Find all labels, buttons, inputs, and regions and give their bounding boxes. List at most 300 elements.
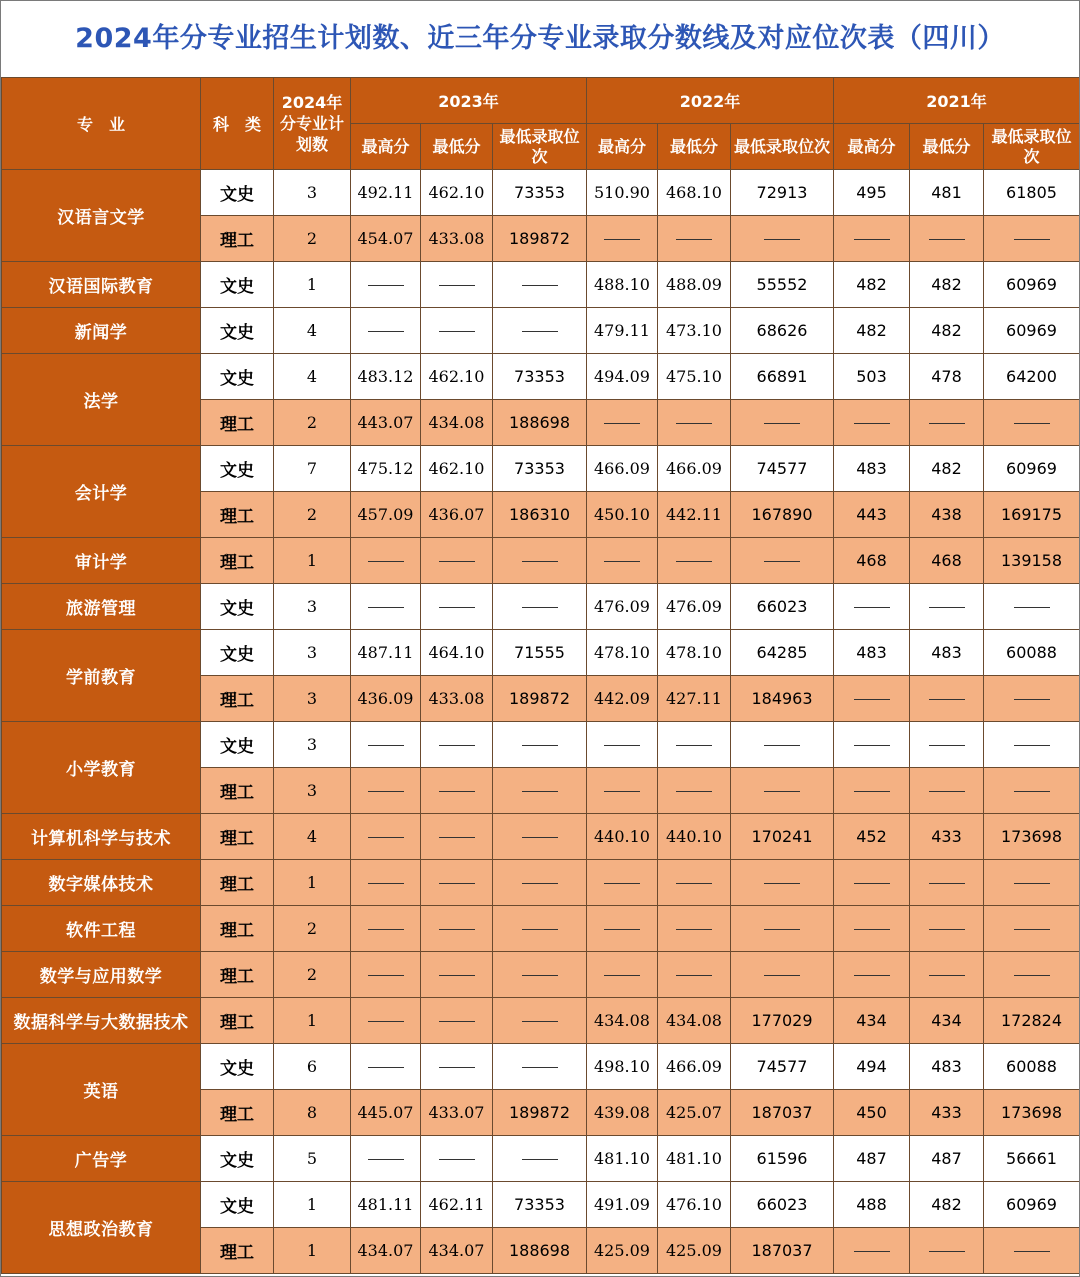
score-2023-max-cell xyxy=(351,814,421,860)
score-2022-rank-cell: 74577 xyxy=(731,446,834,492)
score-2023-rank-cell: 188698 xyxy=(493,1228,587,1274)
score-2023-rank-cell: 73353 xyxy=(493,1182,587,1228)
no-data-dash xyxy=(929,607,965,608)
score-2022-min-cell: 466.09 xyxy=(658,1044,731,1090)
no-data-dash xyxy=(522,975,558,976)
score-2021-max-cell xyxy=(834,400,910,446)
plan-count-cell: 2 xyxy=(274,216,351,262)
header-major: 专 业 xyxy=(2,78,201,170)
score-2021-rank-cell: 60969 xyxy=(984,262,1080,308)
score-2021-rank-cell: 172824 xyxy=(984,998,1080,1044)
score-2022-max-cell xyxy=(587,906,658,952)
score-2021-max-cell xyxy=(834,768,910,814)
header-year-2022: 2022年 xyxy=(587,78,834,124)
header-year-2023: 2023年 xyxy=(351,78,587,124)
table-row xyxy=(2,814,1080,860)
score-2021-rank-cell: 169175 xyxy=(984,492,1080,538)
table-header xyxy=(2,78,1080,170)
score-2023-min-cell xyxy=(421,906,493,952)
no-data-dash xyxy=(522,791,558,792)
score-2022-rank-cell xyxy=(731,952,834,998)
score-2023-min-cell xyxy=(421,860,493,906)
header-min-score: 最低分 xyxy=(910,124,984,170)
no-data-dash xyxy=(439,1021,475,1022)
plan-count-cell: 6 xyxy=(274,1044,351,1090)
score-2021-max-cell: 494 xyxy=(834,1044,910,1090)
score-2022-max-cell: 479.11 xyxy=(587,308,658,354)
no-data-dash xyxy=(522,607,558,608)
score-2022-rank-cell: 167890 xyxy=(731,492,834,538)
score-2021-max-cell: 495 xyxy=(834,170,910,216)
header-min-score: 最低分 xyxy=(658,124,731,170)
no-data-dash xyxy=(604,423,640,424)
plan-count-cell: 1 xyxy=(274,262,351,308)
table-row xyxy=(2,308,1080,354)
score-2022-max-cell: 450.10 xyxy=(587,492,658,538)
score-2021-min-cell: 482 xyxy=(910,1182,984,1228)
score-2021-min-cell: 487 xyxy=(910,1136,984,1182)
no-data-dash xyxy=(522,285,558,286)
major-name-cell: 审计学 xyxy=(2,538,201,584)
no-data-dash xyxy=(676,423,712,424)
header-min-score: 最低分 xyxy=(421,124,493,170)
major-name-cell: 软件工程 xyxy=(2,906,201,952)
plan-count-cell: 5 xyxy=(274,1136,351,1182)
score-2022-max-cell: 478.10 xyxy=(587,630,658,676)
no-data-dash xyxy=(764,791,800,792)
no-data-dash xyxy=(368,1159,404,1160)
score-2023-rank-cell: 73353 xyxy=(493,170,587,216)
score-2023-rank-cell: 73353 xyxy=(493,354,587,400)
no-data-dash xyxy=(439,1067,475,1068)
plan-count-cell: 1 xyxy=(274,538,351,584)
score-2021-rank-cell: 173698 xyxy=(984,814,1080,860)
score-2021-rank-cell xyxy=(984,722,1080,768)
score-2022-min-cell xyxy=(658,952,731,998)
no-data-dash xyxy=(764,423,800,424)
score-2023-rank-cell: 73353 xyxy=(493,446,587,492)
no-data-dash xyxy=(929,1251,965,1252)
no-data-dash xyxy=(1014,791,1050,792)
table-row xyxy=(2,722,1080,768)
score-2022-min-cell: 475.10 xyxy=(658,354,731,400)
no-data-dash xyxy=(439,745,475,746)
plan-count-cell: 3 xyxy=(274,584,351,630)
score-2022-rank-cell: 187037 xyxy=(731,1090,834,1136)
score-2022-max-cell: 488.10 xyxy=(587,262,658,308)
subject-kind-cell: 文史 xyxy=(201,308,274,354)
score-2023-max-cell: 487.11 xyxy=(351,630,421,676)
table-row xyxy=(2,354,1080,400)
score-2022-min-cell: 488.09 xyxy=(658,262,731,308)
score-2023-max-cell xyxy=(351,584,421,630)
no-data-dash xyxy=(764,561,800,562)
major-name-cell: 会计学 xyxy=(2,446,201,538)
score-2022-min-cell xyxy=(658,768,731,814)
subject-kind-cell: 理工 xyxy=(201,998,274,1044)
score-2023-max-cell xyxy=(351,722,421,768)
table-row xyxy=(2,1182,1080,1228)
score-2022-max-cell: 494.09 xyxy=(587,354,658,400)
score-2022-min-cell: 425.09 xyxy=(658,1228,731,1274)
subject-kind-cell: 文史 xyxy=(201,354,274,400)
score-2022-max-cell: 491.09 xyxy=(587,1182,658,1228)
score-2023-max-cell xyxy=(351,860,421,906)
score-2021-min-cell xyxy=(910,860,984,906)
no-data-dash xyxy=(368,331,404,332)
no-data-dash xyxy=(439,883,475,884)
no-data-dash xyxy=(929,423,965,424)
subject-kind-cell: 理工 xyxy=(201,400,274,446)
score-2021-max-cell xyxy=(834,584,910,630)
score-2022-min-cell xyxy=(658,906,731,952)
plan-count-cell: 2 xyxy=(274,492,351,538)
no-data-dash xyxy=(439,837,475,838)
score-2022-rank-cell: 68626 xyxy=(731,308,834,354)
score-2021-rank-cell: 64200 xyxy=(984,354,1080,400)
no-data-dash xyxy=(368,561,404,562)
subject-kind-cell: 理工 xyxy=(201,216,274,262)
no-data-dash xyxy=(368,745,404,746)
subject-kind-cell: 理工 xyxy=(201,860,274,906)
no-data-dash xyxy=(854,975,890,976)
table-row xyxy=(2,538,1080,584)
no-data-dash xyxy=(854,607,890,608)
no-data-dash xyxy=(368,1067,404,1068)
score-2022-max-cell: 481.10 xyxy=(587,1136,658,1182)
no-data-dash xyxy=(604,929,640,930)
header-year-2021: 2021年 xyxy=(834,78,1080,124)
score-2023-min-cell: 434.07 xyxy=(421,1228,493,1274)
score-2021-max-cell: 468 xyxy=(834,538,910,584)
score-2021-max-cell: 488 xyxy=(834,1182,910,1228)
table-row xyxy=(2,906,1080,952)
score-2022-rank-cell: 61596 xyxy=(731,1136,834,1182)
no-data-dash xyxy=(676,883,712,884)
score-2021-rank-cell: 173698 xyxy=(984,1090,1080,1136)
score-2022-rank-cell xyxy=(731,906,834,952)
major-name-cell: 小学教育 xyxy=(2,722,201,814)
score-2021-rank-cell: 60969 xyxy=(984,308,1080,354)
score-2023-rank-cell xyxy=(493,860,587,906)
score-2021-min-cell: 482 xyxy=(910,446,984,492)
score-2022-min-cell xyxy=(658,860,731,906)
no-data-dash xyxy=(676,929,712,930)
table-row xyxy=(2,998,1080,1044)
no-data-dash xyxy=(1014,607,1050,608)
no-data-dash xyxy=(439,607,475,608)
score-2022-min-cell xyxy=(658,216,731,262)
score-2021-min-cell: 482 xyxy=(910,262,984,308)
score-2021-rank-cell: 61805 xyxy=(984,170,1080,216)
score-2021-rank-cell xyxy=(984,400,1080,446)
score-2022-max-cell: 425.09 xyxy=(587,1228,658,1274)
table-row xyxy=(2,952,1080,998)
score-2023-max-cell: 434.07 xyxy=(351,1228,421,1274)
score-2022-rank-cell xyxy=(731,216,834,262)
score-2023-rank-cell: 71555 xyxy=(493,630,587,676)
score-2023-min-cell xyxy=(421,814,493,860)
score-2021-max-cell: 503 xyxy=(834,354,910,400)
score-2023-max-cell: 492.11 xyxy=(351,170,421,216)
score-2022-rank-cell xyxy=(731,722,834,768)
subject-kind-cell: 理工 xyxy=(201,1228,274,1274)
score-2021-max-cell: 482 xyxy=(834,308,910,354)
score-2021-max-cell xyxy=(834,216,910,262)
score-2023-max-cell xyxy=(351,768,421,814)
header-min-rank: 最低录取位次 xyxy=(731,124,834,170)
score-2021-rank-cell xyxy=(984,1228,1080,1274)
header-min-rank: 最低录取位次 xyxy=(984,124,1080,170)
score-2021-rank-cell: 60088 xyxy=(984,1044,1080,1090)
score-2022-rank-cell xyxy=(731,768,834,814)
no-data-dash xyxy=(1014,699,1050,700)
subject-kind-cell: 文史 xyxy=(201,630,274,676)
score-2021-max-cell xyxy=(834,722,910,768)
score-2023-rank-cell xyxy=(493,952,587,998)
score-2023-rank-cell: 189872 xyxy=(493,1090,587,1136)
score-2021-min-cell: 478 xyxy=(910,354,984,400)
score-2021-max-cell: 483 xyxy=(834,630,910,676)
score-2023-rank-cell xyxy=(493,584,587,630)
score-2022-min-cell: 427.11 xyxy=(658,676,731,722)
major-name-cell: 数学与应用数学 xyxy=(2,952,201,998)
score-2022-max-cell: 440.10 xyxy=(587,814,658,860)
major-name-cell: 数字媒体技术 xyxy=(2,860,201,906)
no-data-dash xyxy=(368,837,404,838)
score-2022-min-cell: 476.09 xyxy=(658,584,731,630)
plan-count-cell: 4 xyxy=(274,308,351,354)
major-name-cell: 思想政治教育 xyxy=(2,1182,201,1274)
score-2023-min-cell: 462.11 xyxy=(421,1182,493,1228)
no-data-dash xyxy=(929,883,965,884)
no-data-dash xyxy=(604,745,640,746)
no-data-dash xyxy=(439,285,475,286)
score-2023-max-cell xyxy=(351,538,421,584)
no-data-dash xyxy=(439,791,475,792)
no-data-dash xyxy=(929,791,965,792)
plan-count-cell: 1 xyxy=(274,860,351,906)
score-2022-min-cell xyxy=(658,538,731,584)
score-2022-rank-cell: 187037 xyxy=(731,1228,834,1274)
no-data-dash xyxy=(854,699,890,700)
score-2021-rank-cell: 60969 xyxy=(984,1182,1080,1228)
no-data-dash xyxy=(1014,975,1050,976)
table-body xyxy=(2,170,1080,1274)
score-2023-max-cell xyxy=(351,998,421,1044)
no-data-dash xyxy=(522,1067,558,1068)
subject-kind-cell: 文史 xyxy=(201,1044,274,1090)
score-2021-min-cell: 468 xyxy=(910,538,984,584)
score-2022-rank-cell: 64285 xyxy=(731,630,834,676)
score-2021-max-cell: 434 xyxy=(834,998,910,1044)
score-2023-min-cell xyxy=(421,538,493,584)
plan-count-cell: 7 xyxy=(274,446,351,492)
score-2021-max-cell: 487 xyxy=(834,1136,910,1182)
subject-kind-cell: 理工 xyxy=(201,676,274,722)
score-2023-rank-cell xyxy=(493,998,587,1044)
score-2022-rank-cell: 74577 xyxy=(731,1044,834,1090)
score-2023-max-cell: 481.11 xyxy=(351,1182,421,1228)
score-2022-min-cell xyxy=(658,400,731,446)
plan-count-cell: 3 xyxy=(274,630,351,676)
score-2022-max-cell xyxy=(587,860,658,906)
plan-count-cell: 8 xyxy=(274,1090,351,1136)
major-name-cell: 学前教育 xyxy=(2,630,201,722)
score-2023-max-cell: 475.12 xyxy=(351,446,421,492)
score-2023-max-cell xyxy=(351,952,421,998)
subject-kind-cell: 文史 xyxy=(201,1182,274,1228)
score-2023-rank-cell xyxy=(493,538,587,584)
score-2021-min-cell: 482 xyxy=(910,308,984,354)
score-2021-min-cell xyxy=(910,216,984,262)
score-2021-min-cell xyxy=(910,584,984,630)
score-2021-max-cell xyxy=(834,860,910,906)
page-title: 2024年分专业招生计划数、近三年分专业录取分数线及对应位次表（四川） xyxy=(75,23,1005,54)
score-2023-max-cell xyxy=(351,262,421,308)
header-kind: 科 类 xyxy=(201,78,274,170)
plan-count-cell: 1 xyxy=(274,998,351,1044)
score-2022-max-cell: 434.08 xyxy=(587,998,658,1044)
plan-count-cell: 1 xyxy=(274,1228,351,1274)
no-data-dash xyxy=(854,791,890,792)
score-2022-min-cell: 466.09 xyxy=(658,446,731,492)
score-2021-min-cell xyxy=(910,768,984,814)
no-data-dash xyxy=(929,239,965,240)
score-2021-rank-cell: 139158 xyxy=(984,538,1080,584)
no-data-dash xyxy=(1014,423,1050,424)
no-data-dash xyxy=(764,239,800,240)
plan-count-cell: 4 xyxy=(274,354,351,400)
score-2021-rank-cell xyxy=(984,906,1080,952)
score-2023-rank-cell: 186310 xyxy=(493,492,587,538)
no-data-dash xyxy=(439,1159,475,1160)
no-data-dash xyxy=(368,791,404,792)
score-2021-min-cell: 433 xyxy=(910,1090,984,1136)
subject-kind-cell: 文史 xyxy=(201,262,274,308)
score-2023-min-cell: 434.08 xyxy=(421,400,493,446)
score-2023-min-cell: 433.08 xyxy=(421,676,493,722)
score-2023-min-cell xyxy=(421,722,493,768)
subject-kind-cell: 文史 xyxy=(201,584,274,630)
score-2023-rank-cell xyxy=(493,814,587,860)
no-data-dash xyxy=(929,975,965,976)
no-data-dash xyxy=(854,423,890,424)
score-2022-min-cell: 442.11 xyxy=(658,492,731,538)
score-2023-max-cell: 436.09 xyxy=(351,676,421,722)
score-2021-max-cell xyxy=(834,952,910,998)
score-2023-rank-cell: 189872 xyxy=(493,676,587,722)
major-name-cell: 汉语言文学 xyxy=(2,170,201,262)
no-data-dash xyxy=(368,929,404,930)
no-data-dash xyxy=(1014,745,1050,746)
score-2021-min-cell xyxy=(910,400,984,446)
table-row xyxy=(2,860,1080,906)
subject-kind-cell: 理工 xyxy=(201,906,274,952)
score-2021-rank-cell: 60088 xyxy=(984,630,1080,676)
score-2023-max-cell: 445.07 xyxy=(351,1090,421,1136)
subject-kind-cell: 理工 xyxy=(201,1090,274,1136)
no-data-dash xyxy=(854,239,890,240)
score-2023-max-cell xyxy=(351,1044,421,1090)
score-2022-max-cell xyxy=(587,538,658,584)
score-2021-min-cell: 438 xyxy=(910,492,984,538)
major-name-cell: 新闻学 xyxy=(2,308,201,354)
no-data-dash xyxy=(522,745,558,746)
plan-count-cell: 2 xyxy=(274,400,351,446)
subject-kind-cell: 理工 xyxy=(201,768,274,814)
table-row xyxy=(2,1136,1080,1182)
score-2023-max-cell xyxy=(351,308,421,354)
subject-kind-cell: 理工 xyxy=(201,814,274,860)
score-2021-min-cell: 483 xyxy=(910,630,984,676)
plan-count-cell: 3 xyxy=(274,676,351,722)
score-2021-min-cell xyxy=(910,1228,984,1274)
score-2023-rank-cell: 189872 xyxy=(493,216,587,262)
score-2023-min-cell xyxy=(421,998,493,1044)
score-2022-rank-cell: 55552 xyxy=(731,262,834,308)
admission-table xyxy=(1,77,1080,1274)
plan-count-cell: 3 xyxy=(274,722,351,768)
score-2021-min-cell xyxy=(910,722,984,768)
score-2021-rank-cell xyxy=(984,952,1080,998)
no-data-dash xyxy=(854,745,890,746)
score-2022-min-cell: 425.07 xyxy=(658,1090,731,1136)
score-2021-rank-cell xyxy=(984,676,1080,722)
no-data-dash xyxy=(604,883,640,884)
table-row xyxy=(2,446,1080,492)
score-2021-max-cell xyxy=(834,1228,910,1274)
no-data-dash xyxy=(764,745,800,746)
score-2023-rank-cell xyxy=(493,308,587,354)
score-2021-rank-cell xyxy=(984,860,1080,906)
subject-kind-cell: 文史 xyxy=(201,722,274,768)
no-data-dash xyxy=(1014,929,1050,930)
subject-kind-cell: 文史 xyxy=(201,1136,274,1182)
no-data-dash xyxy=(522,1159,558,1160)
score-2021-min-cell: 481 xyxy=(910,170,984,216)
subject-kind-cell: 理工 xyxy=(201,952,274,998)
no-data-dash xyxy=(854,929,890,930)
score-2022-max-cell: 439.08 xyxy=(587,1090,658,1136)
no-data-dash xyxy=(929,745,965,746)
score-2023-max-cell: 443.07 xyxy=(351,400,421,446)
score-2022-min-cell: 473.10 xyxy=(658,308,731,354)
major-name-cell: 计算机科学与技术 xyxy=(2,814,201,860)
no-data-dash xyxy=(439,975,475,976)
score-2021-rank-cell xyxy=(984,216,1080,262)
score-2021-max-cell xyxy=(834,676,910,722)
table-row xyxy=(2,630,1080,676)
score-2023-min-cell: 462.10 xyxy=(421,170,493,216)
no-data-dash xyxy=(854,1251,890,1252)
score-2022-min-cell: 481.10 xyxy=(658,1136,731,1182)
score-2023-max-cell: 457.09 xyxy=(351,492,421,538)
major-name-cell: 汉语国际教育 xyxy=(2,262,201,308)
no-data-dash xyxy=(764,975,800,976)
no-data-dash xyxy=(854,883,890,884)
score-2021-max-cell: 482 xyxy=(834,262,910,308)
score-2023-min-cell xyxy=(421,952,493,998)
subject-kind-cell: 理工 xyxy=(201,492,274,538)
no-data-dash xyxy=(368,883,404,884)
score-2021-max-cell: 450 xyxy=(834,1090,910,1136)
score-2022-rank-cell xyxy=(731,400,834,446)
score-2022-max-cell: 466.09 xyxy=(587,446,658,492)
score-2023-max-cell: 483.12 xyxy=(351,354,421,400)
score-2022-rank-cell: 66023 xyxy=(731,1182,834,1228)
no-data-dash xyxy=(522,1021,558,1022)
